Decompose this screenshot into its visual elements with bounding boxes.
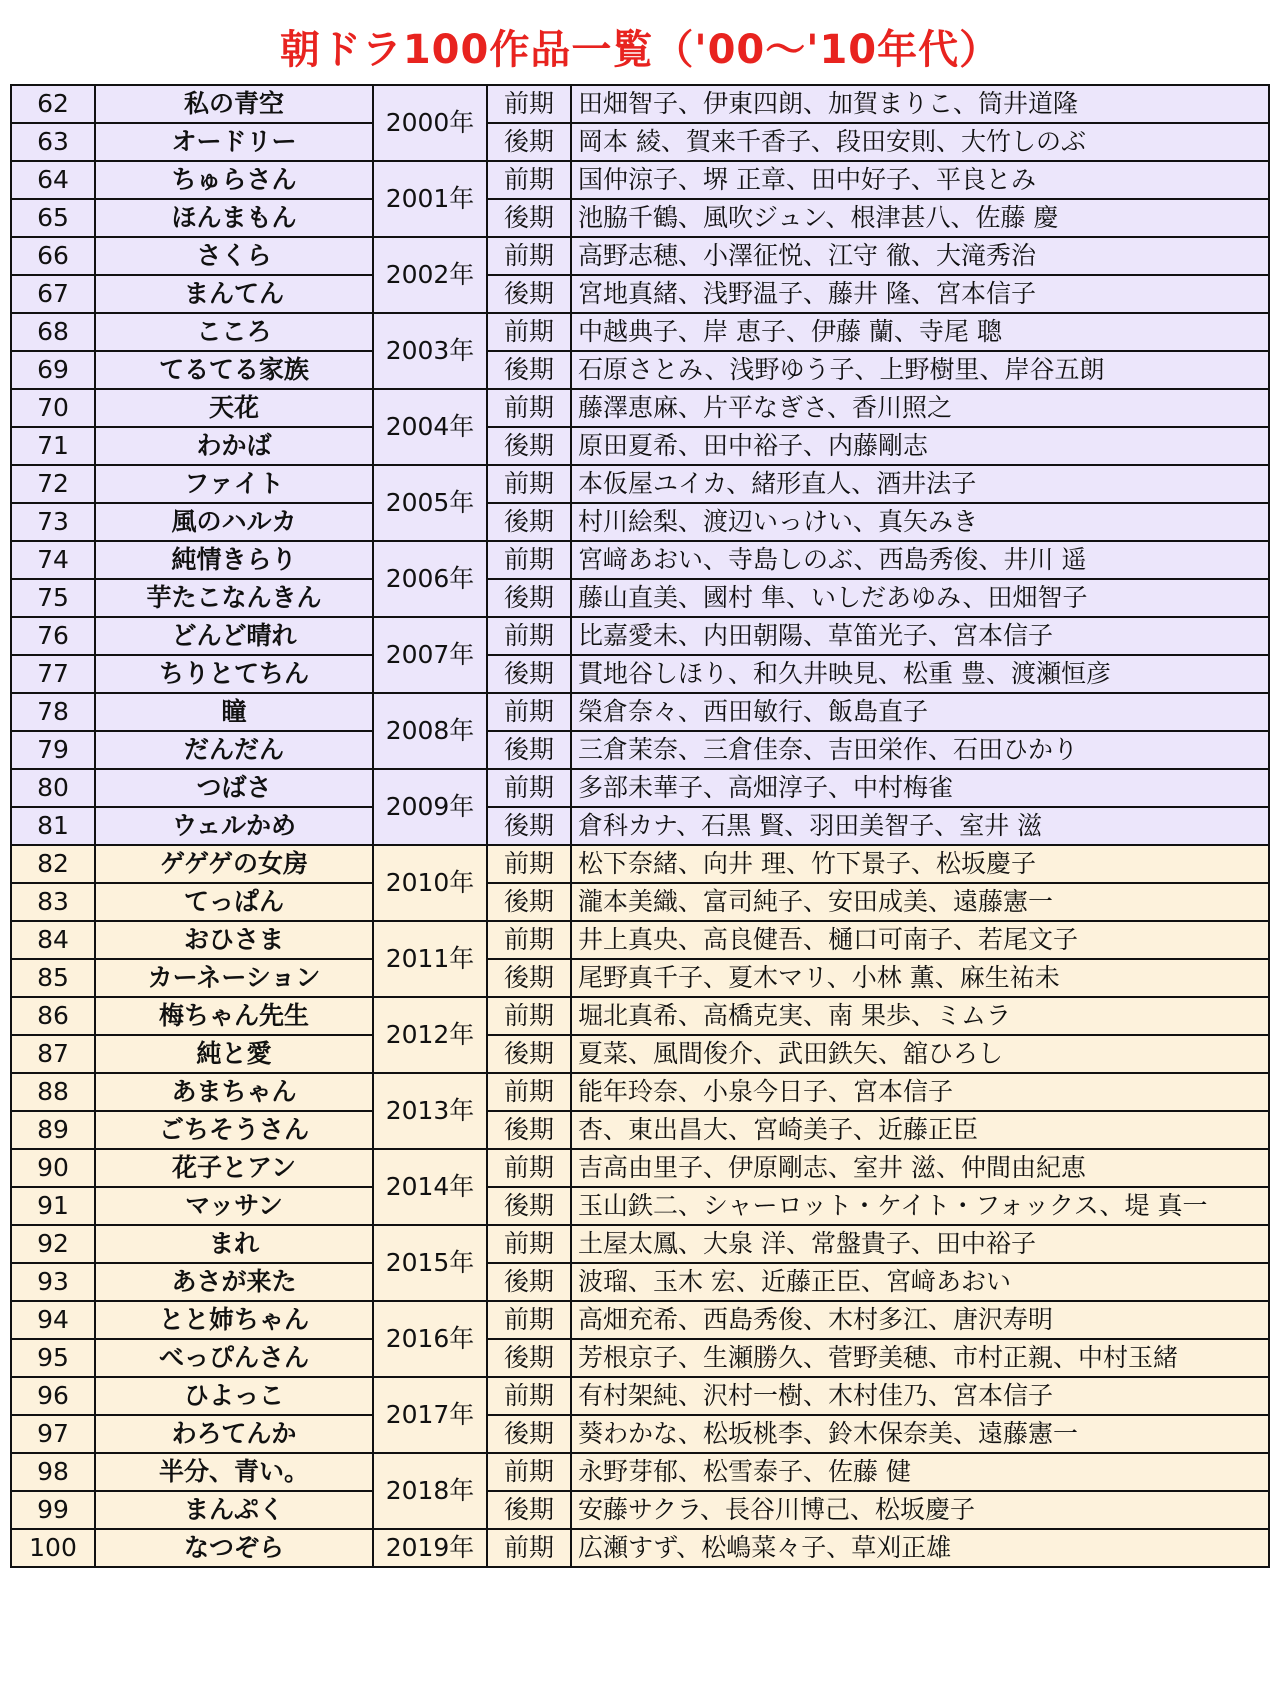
broadcast-term: 後期: [487, 655, 571, 693]
broadcast-year: 2011年: [373, 921, 487, 997]
table-row: [11, 1035, 1269, 1073]
broadcast-year: 2018年: [373, 1453, 487, 1529]
broadcast-term: 前期: [487, 389, 571, 427]
table-row: [11, 617, 1269, 655]
row-number: 96: [11, 1377, 95, 1415]
row-number: 64: [11, 161, 95, 199]
table-row: [11, 85, 1269, 123]
table-row: [11, 959, 1269, 997]
cast-list: 波瑠、玉木 宏、近藤正臣、宮﨑あおい: [571, 1263, 1269, 1301]
broadcast-term: 前期: [487, 845, 571, 883]
table-row: [11, 997, 1269, 1035]
table-row: [11, 1301, 1269, 1339]
table-row: [11, 731, 1269, 769]
table-row: [11, 1415, 1269, 1453]
broadcast-term: 後期: [487, 275, 571, 313]
broadcast-term: 後期: [487, 1339, 571, 1377]
row-number: 70: [11, 389, 95, 427]
broadcast-year: 2016年: [373, 1301, 487, 1377]
row-number: 76: [11, 617, 95, 655]
row-number: 67: [11, 275, 95, 313]
broadcast-term: 後期: [487, 427, 571, 465]
cast-list: 池脇千鶴、風吹ジュン、根津甚八、佐藤 慶: [571, 199, 1269, 237]
drama-title: 風のハルカ: [95, 503, 373, 541]
cast-list: 有村架純、沢村一樹、木村佳乃、宮本信子: [571, 1377, 1269, 1415]
row-number: 79: [11, 731, 95, 769]
cast-list: 貫地谷しほり、和久井映見、松重 豊、渡瀬恒彦: [571, 655, 1269, 693]
cast-list: 榮倉奈々、西田敏行、飯島直子: [571, 693, 1269, 731]
broadcast-year: 2003年: [373, 313, 487, 389]
broadcast-year: 2009年: [373, 769, 487, 845]
table-row: [11, 275, 1269, 313]
broadcast-term: 後期: [487, 1263, 571, 1301]
broadcast-term: 前期: [487, 1453, 571, 1491]
drama-title: 花子とアン: [95, 1149, 373, 1187]
cast-list: 芳根京子、生瀬勝久、菅野美穂、市村正親、中村玉緒: [571, 1339, 1269, 1377]
row-number: 81: [11, 807, 95, 845]
drama-table: [10, 84, 1270, 1568]
cast-list: 広瀬すず、松嶋菜々子、草刈正雄: [571, 1529, 1269, 1567]
broadcast-term: 前期: [487, 617, 571, 655]
row-number: 95: [11, 1339, 95, 1377]
cast-list: 宮﨑あおい、寺島しのぶ、西島秀俊、井川 遥: [571, 541, 1269, 579]
row-number: 97: [11, 1415, 95, 1453]
drama-title: 芋たこなんきん: [95, 579, 373, 617]
broadcast-term: 前期: [487, 1301, 571, 1339]
drama-title: オードリー: [95, 123, 373, 161]
row-number: 90: [11, 1149, 95, 1187]
drama-table-body: [11, 85, 1269, 1567]
cast-list: 多部未華子、高畑淳子、中村梅雀: [571, 769, 1269, 807]
broadcast-term: 後期: [487, 1035, 571, 1073]
cast-list: 高野志穂、小澤征悦、江守 徹、大滝秀治: [571, 237, 1269, 275]
broadcast-term: 前期: [487, 1225, 571, 1263]
cast-list: 能年玲奈、小泉今日子、宮本信子: [571, 1073, 1269, 1111]
broadcast-year: 2007年: [373, 617, 487, 693]
row-number: 85: [11, 959, 95, 997]
table-row: [11, 1453, 1269, 1491]
cast-list: 藤山直美、國村 隼、いしだあゆみ、田畑智子: [571, 579, 1269, 617]
cast-list: 葵わかな、松坂桃李、鈴木保奈美、遠藤憲一: [571, 1415, 1269, 1453]
drama-title: ひよっこ: [95, 1377, 373, 1415]
drama-title: てっぱん: [95, 883, 373, 921]
drama-title: 私の青空: [95, 85, 373, 123]
table-row: [11, 541, 1269, 579]
cast-list: 原田夏希、田中裕子、内藤剛志: [571, 427, 1269, 465]
drama-title: 純情きらり: [95, 541, 373, 579]
broadcast-year: 2019年: [373, 1529, 487, 1567]
drama-title: だんだん: [95, 731, 373, 769]
cast-list: 国仲涼子、堺 正章、田中好子、平良とみ: [571, 161, 1269, 199]
broadcast-term: 後期: [487, 579, 571, 617]
page-title: 朝ドラ100作品一覧（'00〜'10年代）: [279, 27, 1001, 73]
table-row: [11, 1339, 1269, 1377]
cast-list: 永野芽郁、松雪泰子、佐藤 健: [571, 1453, 1269, 1491]
drama-title: まんぷく: [95, 1491, 373, 1529]
row-number: 87: [11, 1035, 95, 1073]
row-number: 73: [11, 503, 95, 541]
row-number: 100: [11, 1529, 95, 1567]
drama-title: あさが来た: [95, 1263, 373, 1301]
row-number: 94: [11, 1301, 95, 1339]
table-row: [11, 579, 1269, 617]
drama-title: あまちゃん: [95, 1073, 373, 1111]
broadcast-year: 2006年: [373, 541, 487, 617]
table-row: [11, 1491, 1269, 1529]
table-row: [11, 1149, 1269, 1187]
drama-title: わかば: [95, 427, 373, 465]
cast-list: 吉高由里子、伊原剛志、室井 滋、仲間由紀恵: [571, 1149, 1269, 1187]
row-number: 66: [11, 237, 95, 275]
broadcast-year: 2013年: [373, 1073, 487, 1149]
drama-title: ちりとてちん: [95, 655, 373, 693]
cast-list: 堀北真希、高橋克実、南 果歩、ミムラ: [571, 997, 1269, 1035]
broadcast-term: 前期: [487, 769, 571, 807]
broadcast-year: 2010年: [373, 845, 487, 921]
table-row: [11, 1111, 1269, 1149]
cast-list: 瀧本美織、富司純子、安田成美、遠藤憲一: [571, 883, 1269, 921]
drama-title: なつぞら: [95, 1529, 373, 1567]
row-number: 84: [11, 921, 95, 959]
drama-title: こころ: [95, 313, 373, 351]
broadcast-term: 前期: [487, 313, 571, 351]
broadcast-term: 前期: [487, 693, 571, 731]
row-number: 86: [11, 997, 95, 1035]
row-number: 75: [11, 579, 95, 617]
drama-title: ゲゲゲの女房: [95, 845, 373, 883]
broadcast-term: 後期: [487, 1111, 571, 1149]
cast-list: 倉科カナ、石黒 賢、羽田美智子、室井 滋: [571, 807, 1269, 845]
row-number: 93: [11, 1263, 95, 1301]
broadcast-year: 2004年: [373, 389, 487, 465]
drama-title: 瞳: [95, 693, 373, 731]
broadcast-term: 前期: [487, 541, 571, 579]
drama-title: どんど晴れ: [95, 617, 373, 655]
broadcast-term: 後期: [487, 503, 571, 541]
drama-title: まんてん: [95, 275, 373, 313]
broadcast-term: 前期: [487, 1073, 571, 1111]
broadcast-term: 後期: [487, 1491, 571, 1529]
drama-title: てるてる家族: [95, 351, 373, 389]
drama-title: 純と愛: [95, 1035, 373, 1073]
row-number: 74: [11, 541, 95, 579]
table-row: [11, 1263, 1269, 1301]
row-number: 77: [11, 655, 95, 693]
row-number: 80: [11, 769, 95, 807]
row-number: 82: [11, 845, 95, 883]
broadcast-term: 前期: [487, 921, 571, 959]
table-row: [11, 237, 1269, 275]
cast-list: 比嘉愛未、内田朝陽、草笛光子、宮本信子: [571, 617, 1269, 655]
broadcast-term: 前期: [487, 85, 571, 123]
row-number: 63: [11, 123, 95, 161]
drama-title: ほんまもん: [95, 199, 373, 237]
row-number: 99: [11, 1491, 95, 1529]
cast-list: 井上真央、高良健吾、樋口可南子、若尾文子: [571, 921, 1269, 959]
broadcast-term: 後期: [487, 199, 571, 237]
table-row: [11, 883, 1269, 921]
table-row: [11, 199, 1269, 237]
cast-list: 玉山鉄二、シャーロット・ケイト・フォックス、堤 真一: [571, 1187, 1269, 1225]
broadcast-year: 2012年: [373, 997, 487, 1073]
cast-list: 杏、東出昌大、宮崎美子、近藤正臣: [571, 1111, 1269, 1149]
table-row: [11, 845, 1269, 883]
broadcast-term: 前期: [487, 997, 571, 1035]
broadcast-term: 前期: [487, 161, 571, 199]
cast-list: 高畑充希、西島秀俊、木村多江、唐沢寿明: [571, 1301, 1269, 1339]
table-row: [11, 1529, 1269, 1567]
table-row: [11, 807, 1269, 845]
cast-list: 宮地真緒、浅野温子、藤井 隆、宮本信子: [571, 275, 1269, 313]
broadcast-term: 前期: [487, 1149, 571, 1187]
drama-title: ちゅらさん: [95, 161, 373, 199]
drama-title: まれ: [95, 1225, 373, 1263]
table-row: [11, 655, 1269, 693]
broadcast-term: 後期: [487, 351, 571, 389]
drama-title: さくら: [95, 237, 373, 275]
cast-list: 本仮屋ユイカ、緒形直人、酒井法子: [571, 465, 1269, 503]
table-row: [11, 921, 1269, 959]
broadcast-term: 後期: [487, 731, 571, 769]
cast-list: 土屋太鳳、大泉 洋、常盤貴子、田中裕子: [571, 1225, 1269, 1263]
table-row: [11, 693, 1269, 731]
broadcast-term: 後期: [487, 959, 571, 997]
table-row: [11, 1073, 1269, 1111]
row-number: 65: [11, 199, 95, 237]
table-row: [11, 465, 1269, 503]
table-row: [11, 351, 1269, 389]
broadcast-term: 後期: [487, 807, 571, 845]
row-number: 83: [11, 883, 95, 921]
drama-title: べっぴんさん: [95, 1339, 373, 1377]
broadcast-term: 前期: [487, 1529, 571, 1567]
row-number: 62: [11, 85, 95, 123]
row-number: 71: [11, 427, 95, 465]
broadcast-term: 前期: [487, 1377, 571, 1415]
cast-list: 岡本 綾、賀来千香子、段田安則、大竹しのぶ: [571, 123, 1269, 161]
table-row: [11, 161, 1269, 199]
cast-list: 夏菜、風間俊介、武田鉄矢、舘ひろし: [571, 1035, 1269, 1073]
broadcast-term: 後期: [487, 883, 571, 921]
row-number: 69: [11, 351, 95, 389]
broadcast-year: 2017年: [373, 1377, 487, 1453]
table-row: [11, 313, 1269, 351]
drama-title: 天花: [95, 389, 373, 427]
table-row: [11, 1187, 1269, 1225]
broadcast-year: 2002年: [373, 237, 487, 313]
drama-title: マッサン: [95, 1187, 373, 1225]
row-number: 78: [11, 693, 95, 731]
cast-list: 村川絵梨、渡辺いっけい、真矢みき: [571, 503, 1269, 541]
broadcast-year: 2008年: [373, 693, 487, 769]
cast-list: 松下奈緒、向井 理、竹下景子、松坂慶子: [571, 845, 1269, 883]
broadcast-year: 2001年: [373, 161, 487, 237]
table-row: [11, 1225, 1269, 1263]
broadcast-year: 2005年: [373, 465, 487, 541]
cast-list: 田畑智子、伊東四朗、加賀まりこ、筒井道隆: [571, 85, 1269, 123]
drama-title: 梅ちゃん先生: [95, 997, 373, 1035]
drama-title: つばさ: [95, 769, 373, 807]
row-number: 88: [11, 1073, 95, 1111]
table-row: [11, 427, 1269, 465]
drama-title: ごちそうさん: [95, 1111, 373, 1149]
broadcast-year: 2014年: [373, 1149, 487, 1225]
broadcast-term: 後期: [487, 1415, 571, 1453]
cast-list: 石原さとみ、浅野ゆう子、上野樹里、岸谷五朗: [571, 351, 1269, 389]
broadcast-year: 2000年: [373, 85, 487, 161]
row-number: 68: [11, 313, 95, 351]
drama-title: おひさま: [95, 921, 373, 959]
row-number: 72: [11, 465, 95, 503]
table-row: [11, 1377, 1269, 1415]
row-number: 91: [11, 1187, 95, 1225]
table-row: [11, 769, 1269, 807]
broadcast-term: 後期: [487, 123, 571, 161]
drama-title: ファイト: [95, 465, 373, 503]
drama-title: カーネーション: [95, 959, 373, 997]
table-row: [11, 389, 1269, 427]
broadcast-term: 前期: [487, 237, 571, 275]
row-number: 98: [11, 1453, 95, 1491]
cast-list: 尾野真千子、夏木マリ、小林 薫、麻生祐未: [571, 959, 1269, 997]
drama-title: とと姉ちゃん: [95, 1301, 373, 1339]
broadcast-term: 後期: [487, 1187, 571, 1225]
table-row: [11, 123, 1269, 161]
cast-list: 中越典子、岸 恵子、伊藤 蘭、寺尾 聰: [571, 313, 1269, 351]
drama-title: ウェルかめ: [95, 807, 373, 845]
cast-list: 安藤サクラ、長谷川博己、松坂慶子: [571, 1491, 1269, 1529]
table-row: [11, 503, 1269, 541]
broadcast-year: 2015年: [373, 1225, 487, 1301]
row-number: 92: [11, 1225, 95, 1263]
cast-list: 藤澤恵麻、片平なぎさ、香川照之: [571, 389, 1269, 427]
drama-title: わろてんか: [95, 1415, 373, 1453]
drama-title: 半分、青い。: [95, 1453, 373, 1491]
row-number: 89: [11, 1111, 95, 1149]
cast-list: 三倉茉奈、三倉佳奈、吉田栄作、石田ひかり: [571, 731, 1269, 769]
broadcast-term: 前期: [487, 465, 571, 503]
